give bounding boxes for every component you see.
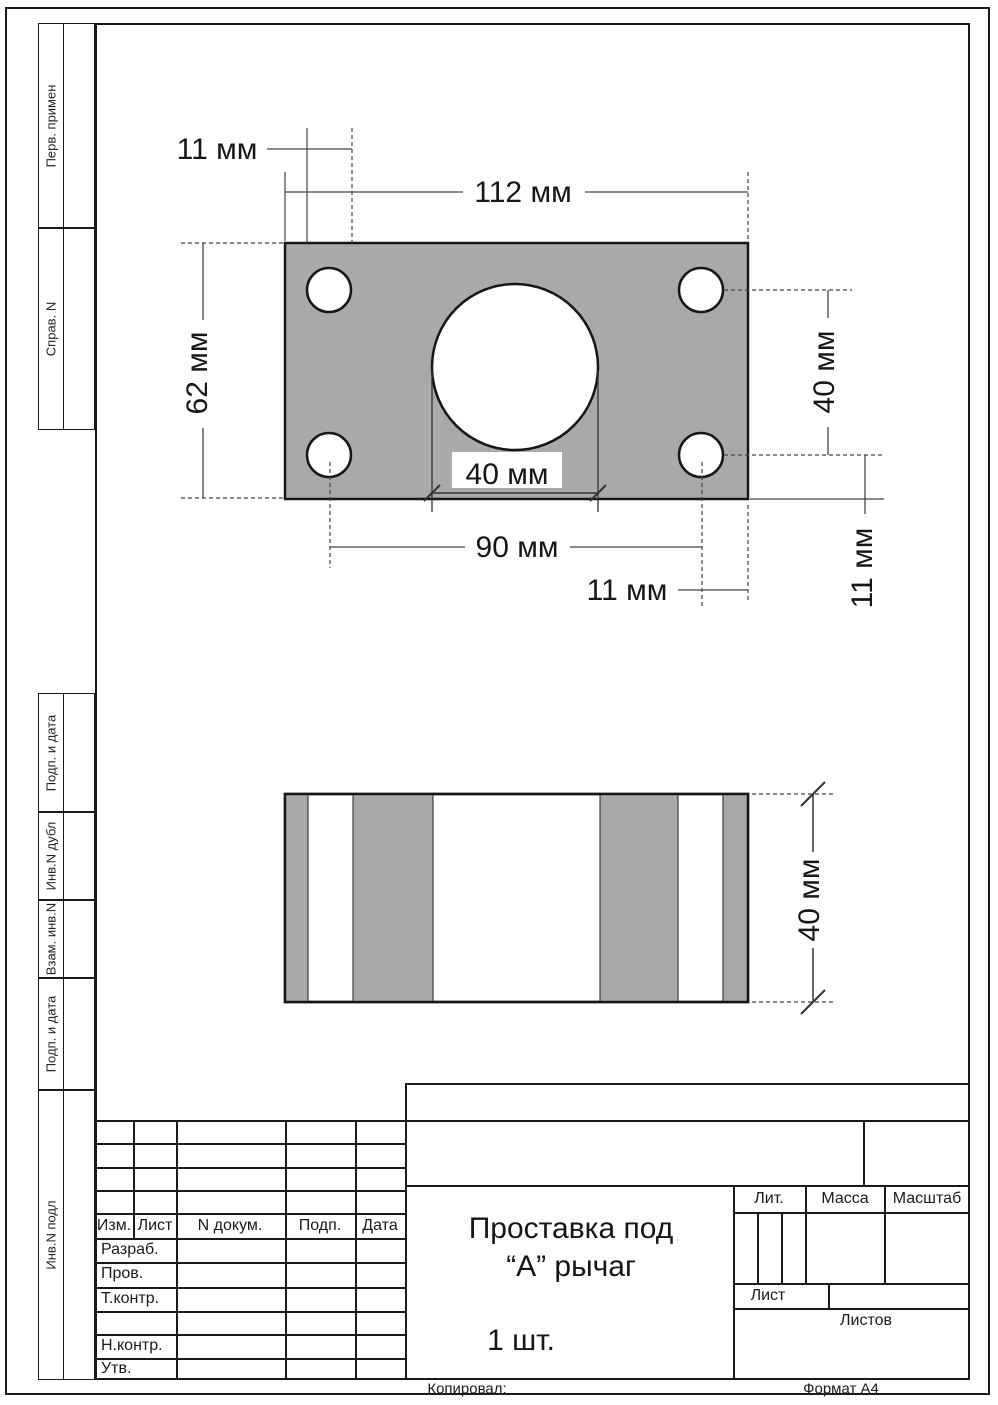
titleblock-line <box>805 1185 807 1283</box>
hole-bottom-left <box>307 433 351 477</box>
side-band-3 <box>600 794 678 1002</box>
rev-col-podp: Подп. <box>298 1217 342 1234</box>
dim-overall-height <box>181 243 284 498</box>
rev-col-list: Лист <box>137 1217 173 1234</box>
dim-text-edge-off-h: 11 мм <box>586 574 668 607</box>
titleblock-line <box>176 1120 178 1380</box>
dim-edge-offset-horizontal <box>587 505 748 607</box>
dim-text-hole-span-h: 90 мм <box>475 531 559 564</box>
side-band-1 <box>285 794 308 1002</box>
rev-col-n-dokum: N докум. <box>197 1217 263 1234</box>
hole-top-right <box>679 268 723 312</box>
titleblock-line <box>355 1120 357 1380</box>
dim-text-width: 112 мм <box>474 176 572 209</box>
dim-hole-diameter <box>177 128 352 243</box>
dim-text-thickness: 40 мм <box>792 858 826 942</box>
dim-text-hole-span-v: 40 мм <box>807 330 841 414</box>
titleblock-line <box>285 1120 287 1380</box>
rev-col-izm: Изм. <box>96 1217 132 1234</box>
sheet-label: Лист <box>750 1287 786 1304</box>
sidebar-label: Перв. примен <box>43 84 59 167</box>
titleblock-line <box>95 1238 405 1240</box>
sidebar-label: Инв.N подл <box>43 1200 59 1270</box>
titleblock-line <box>733 1212 970 1214</box>
dim-text-bore-dia: 40 мм <box>465 458 549 491</box>
titleblock-line <box>95 1358 405 1360</box>
dim-text-hole-dia: 11 мм <box>176 133 258 166</box>
sidebar-label: Подп. и дата <box>43 714 59 791</box>
titleblock-line <box>95 1167 405 1169</box>
sidebar-label: Инв.N дубл <box>43 821 59 891</box>
rev-col-data: Дата <box>362 1217 398 1234</box>
lit-label: Лит. <box>754 1190 784 1207</box>
dim-overall-width <box>285 172 748 241</box>
dim-text-edge-off-v: 11 мм <box>845 527 879 609</box>
titleblock-line <box>405 1083 970 1085</box>
titleblock-line <box>733 1185 735 1380</box>
sig-row-razrab: Разраб. <box>101 1241 159 1258</box>
titleblock-line <box>733 1308 970 1310</box>
quantity-label: 1 шт. <box>487 1324 555 1357</box>
copied-by-label: Копировал: <box>427 1380 507 1398</box>
titleblock-line <box>95 1213 405 1215</box>
titleblock-line <box>884 1185 886 1283</box>
dim-edge-offset-vertical <box>750 455 884 608</box>
sig-row-nkontr: Н.контр. <box>101 1337 163 1354</box>
titleblock-line <box>95 1120 970 1122</box>
titleblock-line <box>781 1212 783 1283</box>
sig-row-tkontr: Т.контр. <box>101 1290 160 1307</box>
side-band-2 <box>353 794 433 1002</box>
titleblock-line <box>828 1283 830 1308</box>
titleblock-line <box>95 1190 405 1192</box>
mass-label: Масса <box>821 1190 869 1207</box>
titleblock-line <box>95 1311 405 1313</box>
hole-top-left <box>307 268 351 312</box>
part-title-line1: Проставка под <box>468 1212 674 1245</box>
scale-label: Масштаб <box>892 1190 962 1207</box>
titleblock-line <box>863 1120 865 1185</box>
hole-bottom-right <box>679 433 723 477</box>
titleblock-line <box>95 1262 405 1264</box>
side-view <box>285 794 748 1002</box>
titleblock-line <box>133 1120 135 1238</box>
side-band-4 <box>723 794 748 1002</box>
format-label: Формат А4 <box>803 1380 879 1398</box>
titleblock-line <box>405 1083 407 1380</box>
sidebar-label: Взам. инв.N <box>43 902 59 976</box>
sidebar-label: Справ. N <box>43 301 59 357</box>
central-bore <box>432 284 598 450</box>
dim-text-height: 62 мм <box>180 331 214 415</box>
titleblock-line <box>733 1283 970 1285</box>
titleblock-line <box>95 1287 405 1289</box>
sheets-label: Листов <box>840 1312 892 1329</box>
dim-thickness <box>752 782 836 1014</box>
sig-row-prov: Пров. <box>101 1265 144 1282</box>
titleblock-line <box>757 1212 759 1283</box>
titleblock-line <box>95 1334 405 1336</box>
sig-row-utv: Утв. <box>101 1360 132 1377</box>
part-title-line2: “А” рычаг <box>506 1250 636 1283</box>
sidebar-label: Подп. и дата <box>43 995 59 1073</box>
titleblock-line <box>95 1143 405 1145</box>
